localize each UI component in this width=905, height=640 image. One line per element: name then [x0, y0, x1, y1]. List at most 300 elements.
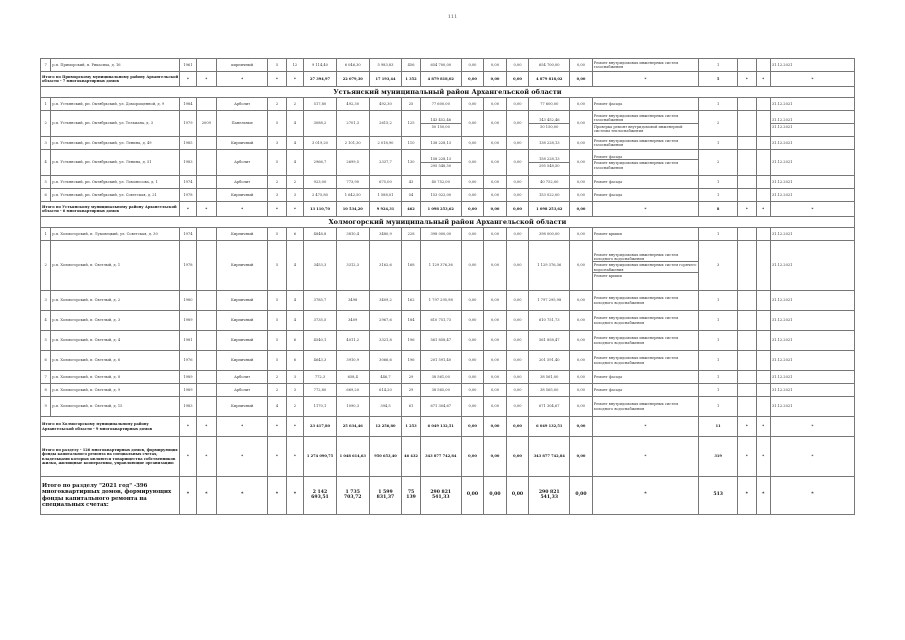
- cost-owners-2: 295 548,50: [529, 162, 569, 168]
- cost-federal: 0,00: [461, 384, 484, 397]
- build-year: 1983: [180, 397, 196, 417]
- premises-area: 1 048 614,63: [336, 437, 369, 477]
- cost-local: 0,00: [506, 384, 529, 397]
- repair-cost: 671 304,67: [420, 397, 461, 417]
- work-count: 5: [699, 72, 738, 87]
- floors-count: 3: [268, 137, 286, 150]
- reconstruction-year: [196, 371, 216, 384]
- completion-date: 31.12.2021: [770, 189, 854, 202]
- repair-cost: 4 879 818,02: [420, 72, 461, 87]
- total-area: 2 142 693,51: [304, 477, 337, 515]
- empty-cell: [738, 311, 756, 331]
- residential-area: 950 653,40: [369, 437, 402, 477]
- total-label: Итого по Устьянскому муниципальному району Архангельской области - 6 многоквартирных домов: [41, 202, 180, 217]
- repair-cost-cell: [420, 111, 461, 137]
- wall-material: Арболит: [217, 150, 268, 176]
- reconstruction-year: [196, 331, 216, 351]
- cost-other: 0,00: [570, 397, 593, 417]
- cost-other: 0,00: [570, 202, 593, 217]
- cost-other: 0,00: [570, 417, 593, 437]
- repair-cost: 654 700,00: [420, 59, 461, 72]
- premises-area: 10 534,20: [336, 202, 369, 217]
- star-cell: *: [756, 477, 770, 515]
- cost-federal: 0,00: [461, 417, 484, 437]
- cost-regional: 0,00: [484, 72, 507, 87]
- residents-count: 125: [402, 111, 420, 137]
- cost-other: 0,00: [570, 331, 593, 351]
- cost-regional: 0,00: [484, 417, 507, 437]
- repair-cost: 1 129 376,36: [420, 241, 461, 291]
- repair-cost-2: 50 150,00: [421, 123, 461, 129]
- build-year: 1961: [180, 59, 196, 72]
- residents-count: 61: [402, 397, 420, 417]
- section-total-row: [41, 437, 855, 477]
- section-title-kholmogorsky: Холмогорский муниципальный район Архангельской области: [41, 217, 855, 228]
- empty-cell: [738, 371, 756, 384]
- wall-material: Кирпичный: [217, 311, 268, 331]
- work-type: Ремонт внутридомовых инженерных систем газоснабжения: [593, 114, 679, 123]
- residential-area: 3409,2: [369, 291, 402, 311]
- table-row: [41, 241, 855, 291]
- wall-material: Кирпичный: [217, 351, 268, 371]
- row-number: 2: [41, 111, 51, 137]
- cost-local: 0,00: [506, 477, 529, 515]
- star-cell: *: [738, 417, 756, 437]
- empty-cell: [756, 98, 770, 111]
- star-cell: *: [196, 72, 216, 87]
- star-cell: *: [286, 202, 303, 217]
- completion-date: 31.12.2021: [770, 311, 854, 331]
- cost-regional: 0,00: [484, 351, 507, 371]
- row-number: 6: [41, 189, 51, 202]
- cost-owners: 610 751,73: [529, 311, 570, 331]
- cost-owners: 671 304,67: [529, 397, 570, 417]
- table-row: [41, 311, 855, 331]
- reconstruction-year: [196, 311, 216, 331]
- floors-count: 3: [268, 189, 286, 202]
- reconstruction-year: [196, 98, 216, 111]
- table-row: [41, 331, 855, 351]
- empty-cell: [738, 384, 756, 397]
- cost-local: 0,00: [506, 228, 529, 241]
- completion-date-cell: [770, 111, 854, 137]
- reconstruction-year: [196, 384, 216, 397]
- star-cell: *: [268, 477, 286, 515]
- cost-regional: 0,00: [484, 477, 507, 515]
- row-number: 5: [41, 331, 51, 351]
- section-header: [41, 217, 855, 228]
- cost-owners: 343 877 742,84: [529, 437, 570, 477]
- star-cell: *: [286, 72, 303, 87]
- wall-material: Кирпичный: [217, 331, 268, 351]
- empty-cell: [756, 111, 770, 137]
- residential-area: 2967,6: [369, 311, 402, 331]
- star-cell: *: [738, 72, 756, 87]
- house-address: р.п. Холмогорский, п. Луковецкий, ул. Советская, д. 30: [51, 228, 180, 241]
- residents-count: 1 352: [402, 72, 420, 87]
- row-number: 4: [41, 150, 51, 176]
- premises-area: 1 642,50: [336, 189, 369, 202]
- star-cell: *: [286, 417, 303, 437]
- work-type: Ремонт фасада: [592, 176, 698, 189]
- wall-material: Кирпичный: [217, 291, 268, 311]
- capital-repair-table-wrapper: [40, 58, 855, 515]
- cost-other: 0,00: [570, 384, 593, 397]
- table-row: [41, 397, 855, 417]
- empty-cell: [756, 331, 770, 351]
- repair-cost: 38 561,00: [420, 371, 461, 384]
- star-cell: *: [196, 202, 216, 217]
- table-row: [41, 176, 855, 189]
- cost-other: 0,00: [570, 291, 593, 311]
- wall-material: Арболит: [217, 384, 268, 397]
- star-cell: *: [770, 437, 854, 477]
- repair-cost: 201 591,40: [420, 351, 461, 371]
- star-cell: *: [180, 72, 196, 87]
- work-type: Ремонт внутридомовых инженерных систем холодного водоснабжения: [592, 351, 698, 371]
- residential-area: 492,30: [369, 98, 402, 111]
- floors-count: 5: [268, 331, 286, 351]
- star-cell: *: [196, 477, 216, 515]
- empty-cell: [738, 241, 756, 291]
- row-number: 8: [41, 384, 51, 397]
- star-cell: *: [756, 72, 770, 87]
- build-year: 1980: [180, 291, 196, 311]
- star-cell: *: [770, 202, 854, 217]
- premises-area: 3810,4: [336, 228, 369, 241]
- empty-cell: [738, 98, 756, 111]
- completion-date: 31.12.2021: [770, 351, 854, 371]
- cost-other: 0,00: [570, 111, 593, 137]
- total-area: 2 475,80: [304, 189, 337, 202]
- total-area: 3785,7: [304, 291, 337, 311]
- total-area: 27 394,97: [304, 72, 337, 87]
- reconstruction-year: [196, 189, 216, 202]
- cost-owners: 158 228,13: [538, 157, 560, 162]
- build-year: 1989: [180, 384, 196, 397]
- work-count: 11: [699, 417, 738, 437]
- residential-area: 3066,6: [369, 351, 402, 371]
- district-total-row: [41, 202, 855, 217]
- work-count: 1: [699, 98, 738, 111]
- empty-cell: [738, 137, 756, 150]
- entrances-count: 2: [286, 98, 303, 111]
- repair-cost: 290 821 541,33: [420, 477, 461, 515]
- work-type-2: Проверка ремонт внутридомовой инженерной системы теплоснабжения: [593, 123, 698, 133]
- work-type: Ремонт крыши: [592, 228, 698, 241]
- completion-date: 31.12.2021: [770, 228, 854, 241]
- premises-area: 4011,2: [336, 331, 369, 351]
- star-cell: *: [268, 72, 286, 87]
- floors-count: 5: [268, 291, 286, 311]
- star-cell: *: [770, 72, 854, 87]
- entrances-count: 4: [286, 291, 303, 311]
- completion-date: 31.12.2021: [770, 176, 854, 189]
- build-year: 1983: [180, 150, 196, 176]
- cost-owners: 290 821 541,33: [529, 477, 570, 515]
- residents-count: 29: [402, 371, 420, 384]
- entrances-count: 12: [286, 59, 303, 72]
- completion-date: 31.12.2021: [770, 150, 854, 176]
- premises-area: 3409: [336, 311, 369, 331]
- house-address: р.п. Устьянский, рп. Октябрьский, ул. Тельмана, д. 3: [51, 111, 180, 137]
- cost-regional: 0,00: [484, 311, 507, 331]
- star-cell: *: [268, 202, 286, 217]
- floors-count: 2: [268, 98, 286, 111]
- star-cell: *: [770, 477, 854, 515]
- work-count: 1: [699, 371, 738, 384]
- completion-date: 31.12.2021: [770, 331, 854, 351]
- cost-federal: 0,00: [461, 228, 484, 241]
- residents-count: 162: [402, 291, 420, 311]
- cost-owners: 1 098 253,62: [529, 202, 570, 217]
- star-cell: *: [217, 417, 268, 437]
- cost-federal: 0,00: [461, 291, 484, 311]
- total-area: 4643,3: [304, 351, 337, 371]
- empty-cell: [738, 111, 756, 137]
- reconstruction-year: [196, 397, 216, 417]
- cost-other: 0,00: [570, 311, 593, 331]
- star-cell: *: [770, 417, 854, 437]
- empty-cell: [738, 291, 756, 311]
- cost-regional: 0,00: [484, 384, 507, 397]
- completion-date-2: 31.12.2021: [771, 123, 854, 129]
- row-number: 7: [41, 59, 51, 72]
- total-area: 3453,3: [304, 241, 337, 291]
- residents-count: 25: [402, 98, 420, 111]
- build-year: 1981: [180, 331, 196, 351]
- star-cell: *: [286, 437, 303, 477]
- empty-cell: [756, 59, 770, 72]
- cost-local: 0,00: [506, 202, 529, 217]
- build-year: 1974: [180, 176, 196, 189]
- cost-owners: 38 565,00: [529, 384, 570, 397]
- residents-count: 196: [402, 331, 420, 351]
- completion-date: 31.12.2021: [770, 59, 854, 72]
- reconstruction-year: [196, 59, 216, 72]
- completion-date: 31.12.2021: [770, 291, 854, 311]
- work-type: Ремонт фасада: [592, 371, 698, 384]
- cost-other: 0,00: [570, 150, 593, 176]
- cost-other: 0,00: [570, 351, 593, 371]
- build-year: 1989: [180, 311, 196, 331]
- residential-area: 12 256,80: [369, 417, 402, 437]
- floors-count: 4: [268, 397, 286, 417]
- build-year: 1974: [180, 228, 196, 241]
- total-area: 13 110,70: [304, 202, 337, 217]
- star-cell: *: [592, 202, 698, 217]
- entrances-count: 2: [286, 397, 303, 417]
- work-type: Ремонт внутридомовых инженерных систем холодного водоснабжения: [592, 397, 698, 417]
- star-cell: *: [756, 437, 770, 477]
- entrances-count: 2: [286, 176, 303, 189]
- repair-cost: 343 877 742,84: [420, 437, 461, 477]
- house-address: р.п. Приморский, п. Рикасиха, д. 16: [51, 59, 180, 72]
- repair-cost: 1 098 253,62: [420, 202, 461, 217]
- empty-cell: [756, 311, 770, 331]
- total-area: 4540,1: [304, 331, 337, 351]
- repair-cost: 6 049 132,51: [420, 417, 461, 437]
- cost-local: 0,00: [506, 331, 529, 351]
- completion-date: 31.12.2021: [770, 371, 854, 384]
- residential-area: 3480,9: [369, 228, 402, 241]
- floors-count: 5: [268, 111, 286, 137]
- work-count: 513: [699, 477, 738, 515]
- reconstruction-year: 2009: [196, 111, 216, 137]
- work-type: Ремонт внутридомовых инженерных систем холодного водоснабжения: [592, 291, 698, 311]
- cost-owners: 398 000,00: [529, 228, 570, 241]
- residential-area: 3321,8: [369, 331, 402, 351]
- cost-owners: 138 228,13: [529, 137, 570, 150]
- cost-regional: 0,00: [484, 137, 507, 150]
- completion-date: 31.12.2021: [770, 137, 854, 150]
- total-area: 2966,7: [304, 150, 337, 176]
- total-label: Итого по Приморскому муниципальному району Архангельской области - 7 многоквартирных домов: [41, 72, 180, 87]
- year-total-row: [41, 477, 855, 515]
- build-year: 1985: [180, 137, 196, 150]
- premises-area: 25 034,46: [336, 417, 369, 437]
- cost-owners: 38 561,00: [529, 371, 570, 384]
- star-cell: *: [756, 202, 770, 217]
- total-area: 3088,2: [304, 111, 337, 137]
- cost-owners-2: 50 150,00: [529, 123, 569, 129]
- cost-local: 0,00: [506, 241, 529, 291]
- floors-count: 5: [268, 351, 286, 371]
- residents-count: 462: [402, 202, 420, 217]
- completion-date: 31.12.2021: [770, 98, 854, 111]
- residents-count: 1 253: [402, 417, 420, 437]
- wall-material: Арболит: [217, 371, 268, 384]
- cost-owners-cell: [529, 111, 570, 137]
- cost-owners: 40 752,00: [529, 176, 570, 189]
- house-address: р.п. Устьянский, рп. Октябрьский, ул. Доморощенной, д. 9: [51, 98, 180, 111]
- work-count: 1: [699, 331, 738, 351]
- section-title-ustyansky: Устьянский муниципальный район Архангельской области: [41, 87, 855, 98]
- table-row: [41, 59, 855, 72]
- cost-regional: 0,00: [484, 111, 507, 137]
- cost-regional: 0,00: [484, 228, 507, 241]
- star-cell: *: [592, 72, 698, 87]
- total-label: Итого по разделу - 126 многоквартирных домов, формирующих фонды капитального ремонта на специальных счетах, владельцами которых являются товарищества собственников жилья, жилищные кооперативы, управляющие организации:: [41, 437, 180, 477]
- cost-regional: 0,00: [484, 150, 507, 176]
- cost-owners: 143 452,46: [538, 118, 560, 123]
- total-label: Итого по разделу "2021 год" -396 многоквартирных домов, формирующих фонды капитального ремонта на специальных счетах:: [41, 477, 180, 515]
- cost-regional: 0,00: [484, 371, 507, 384]
- completion-date: 31.12.2021: [770, 241, 854, 291]
- reconstruction-year: [196, 137, 216, 150]
- repair-cost: 77 600,00: [420, 98, 461, 111]
- work-count: 1: [699, 59, 738, 72]
- entrances-count: 6: [286, 331, 303, 351]
- build-year: 1979: [180, 111, 196, 137]
- work-type: Ремонт внутридомовых инженерных систем холодного водоснабжения: [592, 331, 698, 351]
- star-cell: *: [180, 437, 196, 477]
- cost-regional: 0,00: [484, 241, 507, 291]
- residents-count: 130: [402, 150, 420, 176]
- house-address: р.п. Устьянский, рп. Октябрьский, ул. Ломоносова, д. 1: [51, 176, 180, 189]
- table-row: [41, 150, 855, 176]
- build-year: 1978: [180, 189, 196, 202]
- residential-area: 9 924,31: [369, 202, 402, 217]
- entrances-count: 3: [286, 371, 303, 384]
- reconstruction-year: [196, 351, 216, 371]
- cost-regional: 0,00: [484, 331, 507, 351]
- house-address: р.п. Устьянский, рп. Октябрьский, ул. Ленина, д. 49: [51, 137, 180, 150]
- repair-cost-cell: [420, 150, 461, 176]
- district-total-row: [41, 72, 855, 87]
- wall-material: Арболит: [217, 98, 268, 111]
- premises-area: 3910,9: [336, 351, 369, 371]
- empty-cell: [756, 176, 770, 189]
- cost-owners: 1 797 295,98: [529, 291, 570, 311]
- floors-count: 5: [268, 311, 286, 331]
- empty-cell: [756, 371, 770, 384]
- cost-other: 0,00: [570, 371, 593, 384]
- residents-count: 184: [402, 311, 420, 331]
- cost-federal: 0,00: [461, 397, 484, 417]
- work-type-3: Ремонт крыши: [593, 272, 698, 278]
- cost-federal: 0,00: [461, 111, 484, 137]
- cost-federal: 0,00: [461, 477, 484, 515]
- work-count: 319: [699, 437, 738, 477]
- cost-owners: 1 129 376,36: [529, 241, 570, 291]
- repair-cost: 561 858,47: [420, 331, 461, 351]
- residential-area: 614,20: [369, 384, 402, 397]
- work-count: 8: [699, 202, 738, 217]
- repair-cost: 143 452,46: [430, 118, 452, 123]
- cost-federal: 0,00: [461, 437, 484, 477]
- residential-area: 2615,2: [369, 111, 402, 137]
- entrances-count: 4: [286, 111, 303, 137]
- completion-date: 31.12.2021: [771, 118, 793, 123]
- house-address: р.п. Холмогорский, п. Светлый, д. 4: [51, 331, 180, 351]
- cost-federal: 0,00: [461, 331, 484, 351]
- cost-regional: 0,00: [484, 202, 507, 217]
- premises-area: 3312,3: [336, 241, 369, 291]
- repair-cost: 38 565,00: [420, 384, 461, 397]
- table-row: [41, 111, 855, 137]
- residents-count: 29: [402, 384, 420, 397]
- star-cell: *: [738, 437, 756, 477]
- premises-area: 2701,3: [336, 111, 369, 137]
- cost-owners: 654 700,00: [529, 59, 570, 72]
- total-area: 4848,8: [304, 228, 337, 241]
- work-count: 1: [699, 228, 738, 241]
- residential-area: 675,00: [369, 176, 402, 189]
- cost-federal: 0,00: [461, 176, 484, 189]
- entrances-count: 3: [286, 384, 303, 397]
- total-area: 23 417,80: [304, 417, 337, 437]
- cost-federal: 0,00: [461, 241, 484, 291]
- empty-cell: [738, 397, 756, 417]
- completion-date: 31.12.2021: [770, 397, 854, 417]
- premises-area: 3498: [336, 291, 369, 311]
- cost-regional: 0,00: [484, 397, 507, 417]
- total-area: 1 274 090,75: [304, 437, 337, 477]
- floors-count: 5: [268, 241, 286, 291]
- premises-area: 492,30: [336, 98, 369, 111]
- floors-count: 5: [268, 150, 286, 176]
- residents-count: 75 139: [402, 477, 420, 515]
- cost-federal: 0,00: [461, 189, 484, 202]
- cost-other: 0,00: [570, 176, 593, 189]
- reconstruction-year: [196, 176, 216, 189]
- repair-cost: 158 228,13: [430, 157, 452, 162]
- repair-cost: 1 797 295,98: [420, 291, 461, 311]
- cost-local: 0,00: [506, 311, 529, 331]
- cost-local: 0,00: [506, 137, 529, 150]
- premises-area: 773,90: [336, 176, 369, 189]
